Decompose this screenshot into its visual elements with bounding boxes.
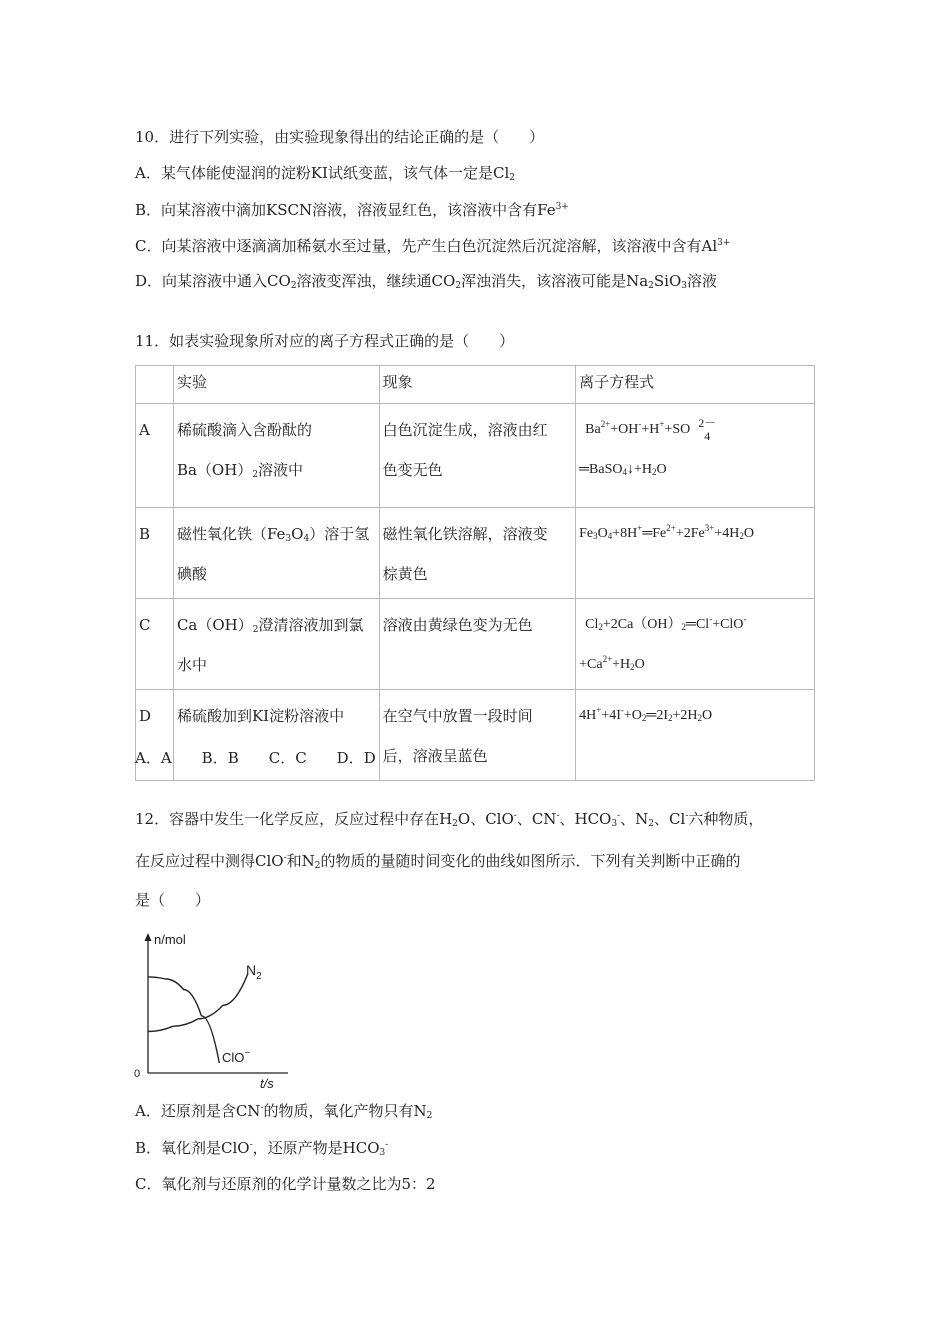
header-blank [136, 366, 174, 404]
phenomenon-cell: 在空气中放置一段时间 后，溶液呈蓝色 [379, 690, 576, 781]
n2-curve [148, 974, 248, 1032]
phenomenon-cell: 溶液由黄绿色变为无色 [379, 599, 576, 690]
series-label-n2: $N_2$ [246, 962, 262, 982]
q10-option-b: B．向某溶液中滴加KSCN溶液，溶液显红色，该溶液中含有$Fe^{3+}$ [135, 201, 569, 219]
y-axis [145, 933, 152, 1073]
equation-cell: $Ba^{2+}+OH^-+H^++SO$ 2－ 4 $═BaSO_4↓+H_2O$ [576, 404, 815, 508]
q12-option-a: A．还原剂是含CN-的物质，氧化产物只有$N_2$ [135, 1102, 433, 1121]
header-experiment: 实验 [173, 366, 379, 404]
clo-curve [148, 977, 219, 1063]
row-label: D [136, 690, 174, 781]
table-row [136, 404, 815, 508]
phenomenon-cell: 磁性氧化铁溶解，溶液变 棕黄色 [379, 508, 576, 599]
origin-label: 0 [134, 1068, 141, 1080]
series-label-clo: ClO− [222, 1048, 251, 1065]
row-label: A [136, 404, 174, 508]
q10-option-d: D．向某溶液中通入$CO_2$溶液变浑浊，继续通$CO_2$浑浊消失，该溶液可能是$Na_2SiO_3$溶液 [135, 272, 717, 291]
amount-time-chart [128, 925, 308, 1090]
table-row [136, 508, 815, 599]
row-label: B [136, 508, 174, 599]
phenomenon-cell: 白色沉淀生成，溶液由红 色变无色 [379, 404, 576, 508]
equation-cell: $Cl_2+2Ca(OH)_2═Cl^-+ClO^-$ $+Ca^{2+}+H_2O$ [576, 599, 815, 690]
row-label: C [136, 599, 174, 690]
q10-option-a: A．某气体能使湿润的淀粉KI试纸变蓝，该气体一定是$Cl_2$ [135, 164, 515, 183]
experiment-cell: 稀硫酸加到KI淀粉溶液中 [173, 690, 379, 781]
q12-stem-line2: 在反应过程中测得ClO-和$N_2$的物质的量随时间变化的曲线如图所示．下列有关判断中正确的 [135, 852, 741, 871]
experiment-cell: 稀硫酸滴入含酚酞的 $Ba(OH)_2$溶液中 [173, 404, 379, 508]
q10-option-c: C．向某溶液中逐滴滴加稀氨水至过量，先产生白色沉淀然后沉淀溶解，该溶液中含有$Al^{3+}$ [135, 237, 731, 255]
q11-stem: 11．如表实验现象所对应的离子方程式正确的是（ ） [135, 332, 515, 350]
x-axis-label: t/s [260, 1076, 274, 1090]
experiment-cell: $Ca(OH)_2$澄清溶液加到氯 水中 [173, 599, 379, 690]
header-equation: 离子方程式 [576, 366, 815, 404]
experiment-table [135, 365, 815, 781]
equation-cell: $4H^++4I^-+O_2═2I_2+2H_2O$ [576, 690, 815, 781]
table-header-row [136, 366, 815, 404]
q12-option-b: B．氧化剂是ClO-，还原产物是$HCO_3^-$ [135, 1139, 389, 1158]
experiment-cell: 磁性氧化铁$(Fe_3O_4)$溶于氢 碘酸 [173, 508, 379, 599]
header-phenomenon: 现象 [379, 366, 576, 404]
q11-answer-options: A．A B．B C．C D．D [135, 749, 376, 767]
q12-stem-line3: 是（ ） [135, 891, 211, 909]
table-row [136, 599, 815, 690]
equation-cell: $Fe_3O_4+8H^+═Fe^{2+}+2Fe^{3+}+4H_2O$ [576, 508, 815, 599]
y-axis-label: n/mol [154, 932, 186, 947]
sulfate-charge-fraction: 2－ 4 [698, 415, 717, 443]
q12-option-c: C．氧化剂与还原剂的化学计量数之比为5：2 [135, 1175, 436, 1193]
q10-stem: 10．进行下列实验，由实验现象得出的结论正确的是（ ） [135, 128, 545, 146]
q12-stem-line1: 12．容器中发生一化学反应，反应过程中存在$H_2O$、ClO-、CN-、$HCO_3^-$、$N_2$、Cl-六种物质， [135, 810, 764, 829]
